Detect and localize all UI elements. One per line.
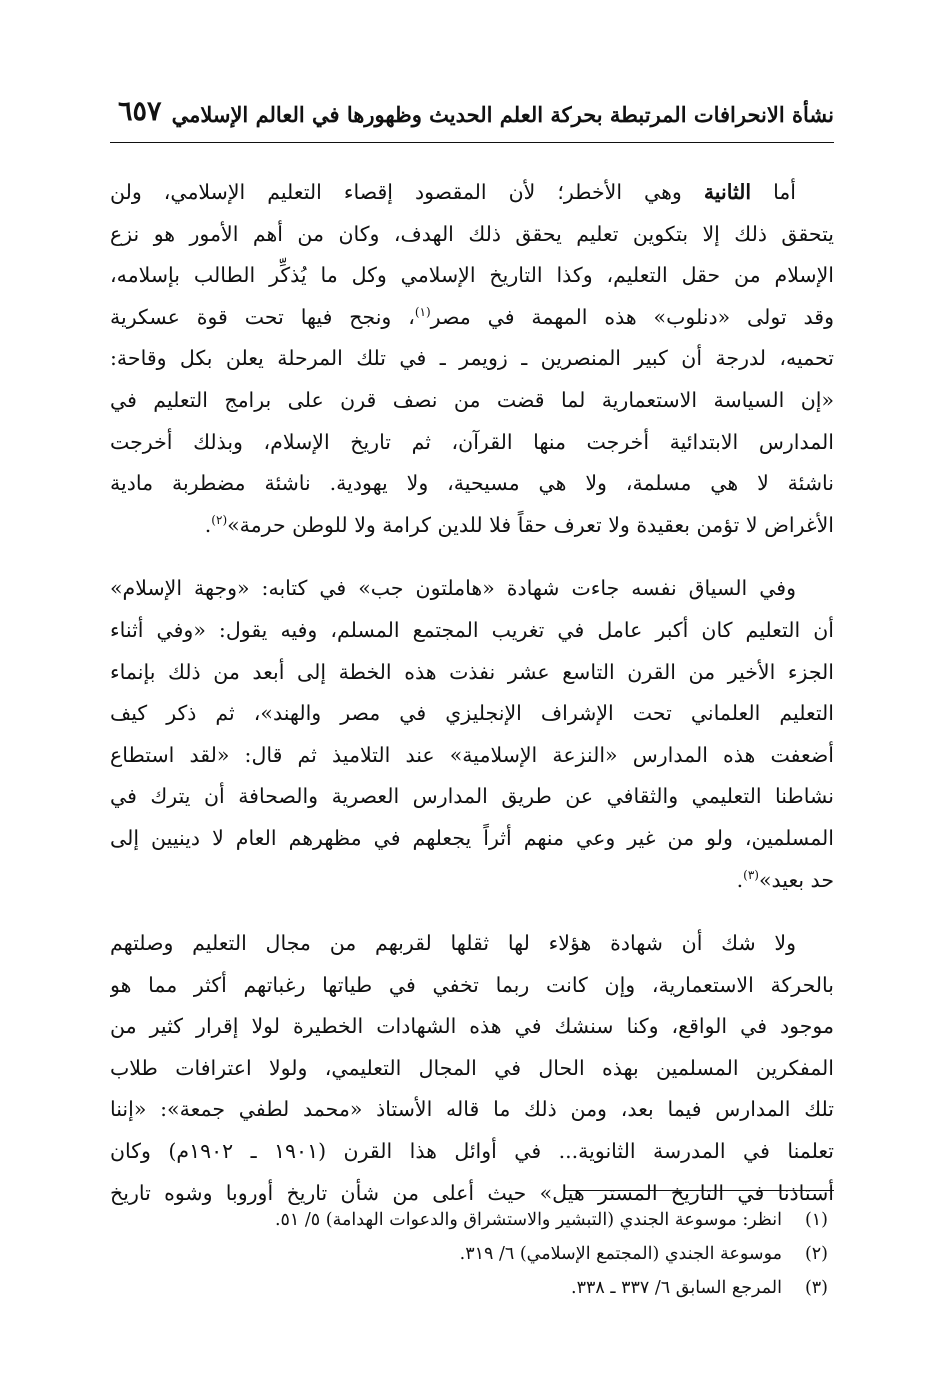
text-line: الجزء الأخير من القرن التاسع عشر نفذت هذه الخطة إلى أبعد من ذلك بإنماء xyxy=(110,659,834,684)
paragraph-3 xyxy=(110,923,834,1214)
footnotes xyxy=(110,1203,834,1305)
text-line: وفي السياق نفسه جاءت شهادة «هاملتون جب» في كتابه: «وجهة الإسلام» xyxy=(110,576,796,601)
footnote-ref: (٢) xyxy=(211,512,228,527)
text-line: حد بعيد»$^{(٣)}$. xyxy=(736,867,834,892)
text-line: موجود في الواقع، وكنا سنشك في هذه الشهادات الخطيرة لولا إقرار كثير من xyxy=(110,1014,834,1039)
text-line: المسلمين، ولو من غير وعي منهم أثراً يجعلهم في مظهرهم العام لا دينيين إلى xyxy=(110,825,834,850)
text-line: نشاطنا التعليمي والثقافي عن طريق المدارس العصرية والصحافة أن يترك في xyxy=(110,784,834,809)
paragraph-1 xyxy=(110,172,834,546)
text-line: المدارس الابتدائية أخرجت منها القرآن، ثم تاريخ الإسلام، وبذلك أخرجت xyxy=(110,429,834,454)
text-line: وقد تولى «دنلوب» هذه المهمة في مصر$^{(١)}$، ونجح فيها تحت قوة عسكرية xyxy=(110,304,834,329)
text-line: أما الثانية وهي الأخطر؛ لأن المقصود إقصاء التعليم الإسلامي، ولن xyxy=(110,180,796,204)
text-line: تحميه، لدرجة أن كبير المنصرين ـ زويمر ـ في تلك المرحلة يعلن بكل وقاحة: xyxy=(110,346,834,371)
text-line: «إن السياسة الاستعمارية لما قضت من نصف قرن على برامج التعليم في xyxy=(110,387,834,412)
footnote xyxy=(110,1237,834,1271)
text-line: ولا شك أن شهادة هؤلاء لها ثقلها لقربهم من مجال التعليم وصلتهم xyxy=(110,931,796,956)
footnote-ref: (١) xyxy=(414,304,431,319)
footnote-text: المرجع السابق ٦/ ٣٣٧ ـ ٣٣٨. xyxy=(571,1278,782,1298)
main-text xyxy=(110,172,834,1236)
text-line: الأغراض لا تؤمن بعقيدة ولا تعرف حقاً فلا للدين كرامة ولا للوطن حرمة»$^{(٢)}$. xyxy=(204,512,834,537)
text-line: التعليم العلماني تحت الإشراف الإنجليزي في مصر والهند»، ثم ذكر كيف xyxy=(110,701,834,726)
text-line: تعلمنا في المدرسة الثانوية... في أوائل هذا القرن (١٩٠١ ـ ١٩٠٢م) وكان xyxy=(110,1139,834,1164)
paragraph-2 xyxy=(110,568,834,901)
page-header xyxy=(110,92,834,143)
text-line: الإسلام من حقل التعليم، وكذا التاريخ الإسلامي وكل ما يُذكِّر الطالب بإسلامه، xyxy=(110,263,834,288)
emphasized-word: الثانية xyxy=(703,180,752,204)
text-line: أن التعليم كان أكبر عامل في تغريب المجتمع المسلم، وفيه يقول: «وفي أثناء xyxy=(110,617,834,642)
text-line: تلك المدارس فيما بعد، ومن ذلك ما قاله الأستاذ «محمد لطفي جمعة»: «إننا xyxy=(110,1097,834,1122)
text-line: ناشئة لا هي مسلمة، ولا هي مسيحية، ولا يهودية. ناشئة مضطربة مادية xyxy=(110,471,834,496)
footnote xyxy=(110,1271,834,1305)
text-line: أستاذنا في التاريخ المستر هيل» حيث أعلى من شأن تاريخ أوروبا وشوه تاريخ xyxy=(110,1180,834,1205)
text-line: أضعفت هذه المدارس «النزعة الإسلامية» عند التلاميذ ثم قال: «لقد استطاع xyxy=(110,742,834,767)
footnote-separator xyxy=(564,1190,834,1191)
footnote-number: (٣) xyxy=(804,1278,828,1298)
footnote-number: (١) xyxy=(804,1210,828,1230)
footnote-text: موسوعة الجندي (المجتمع الإسلامي) ٦/ ٣١٩. xyxy=(459,1244,782,1264)
text-line: المفكرين المسلمين بهذه الحال في المجال التعليمي، ولولا اعترافات طلاب xyxy=(110,1055,834,1080)
text-line: يتحقق ذلك إلا بتكوين تعليم يحقق ذلك الهدف، وكان من أهم الأمور هو نزع xyxy=(110,221,834,246)
footnote-number: (٢) xyxy=(804,1244,828,1264)
page-number: ٦٥٧ xyxy=(118,96,162,127)
footnote xyxy=(110,1203,834,1237)
footnote-ref: (٣) xyxy=(743,867,759,882)
footnote-text: انظر: موسوعة الجندي (التبشير والاستشراق والدعوات الهدامة) ٥/ ٥١. xyxy=(274,1210,782,1230)
text-line: بالحركة الاستعمارية، وإن كانت ربما تخفي في طياتها رغباتهم أكثر مما هو xyxy=(110,972,834,997)
running-title: نشأة الانحرافات المرتبطة بحركة العلم الحديث وظهورها في العالم الإسلامي xyxy=(171,102,834,127)
